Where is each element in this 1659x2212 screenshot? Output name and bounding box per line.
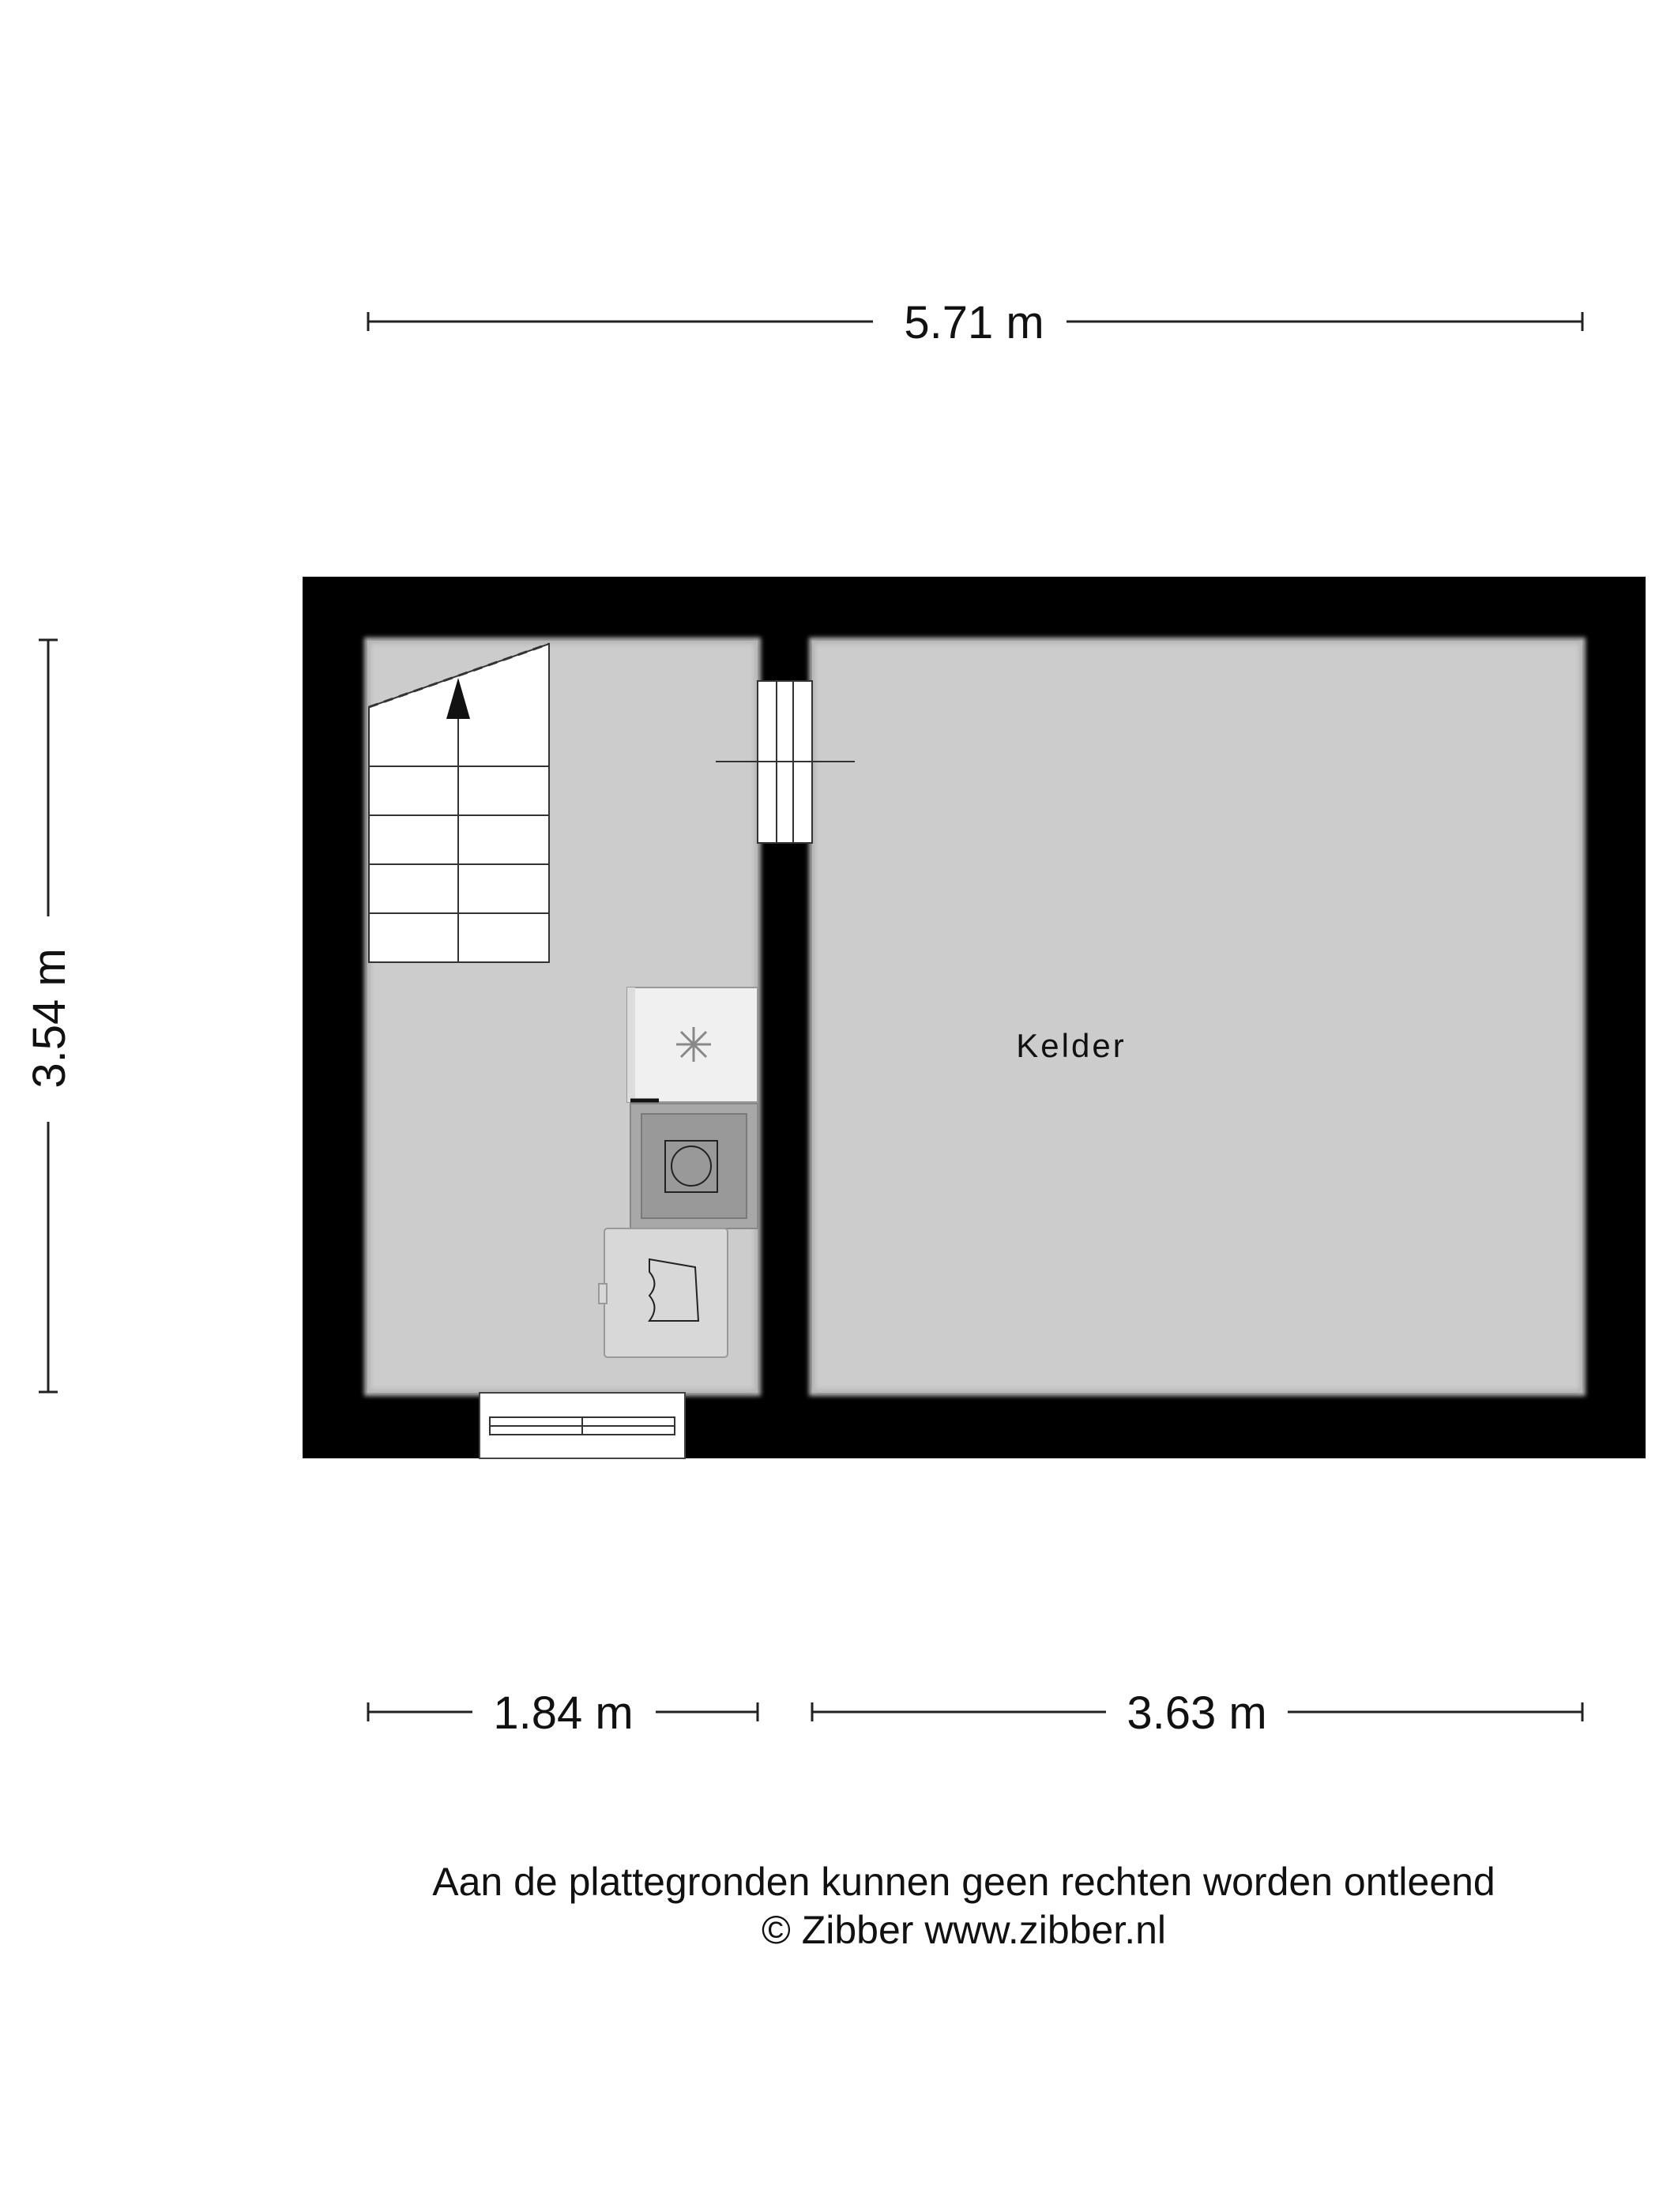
washing-machine bbox=[630, 1104, 758, 1228]
copyright-link[interactable]: © Zibber www.zibber.nl bbox=[761, 1908, 1167, 1952]
dimension-top bbox=[368, 297, 1582, 348]
dimension-left bbox=[24, 640, 75, 1392]
dimension-left-label: 3.54 m bbox=[24, 948, 75, 1089]
disclaimer-text: Aan de plattegronden kunnen geen rechten worden ontleend bbox=[432, 1860, 1495, 1904]
room-label-kelder: Kelder bbox=[1016, 1027, 1127, 1064]
dimension-bottom-left-label: 1.84 m bbox=[493, 1687, 634, 1739]
window-bottom bbox=[480, 1393, 685, 1458]
dryer-unit bbox=[599, 1228, 728, 1357]
basement-floor bbox=[812, 641, 1582, 1393]
dimension-bottom-right-label: 3.63 m bbox=[1127, 1687, 1267, 1739]
dimension-bottom-left bbox=[368, 1687, 758, 1739]
dimension-bottom-right bbox=[812, 1687, 1582, 1739]
dimension-top-label: 5.71 m bbox=[904, 297, 1044, 348]
boiler-unit bbox=[627, 988, 758, 1102]
fan-icon bbox=[676, 1027, 711, 1062]
